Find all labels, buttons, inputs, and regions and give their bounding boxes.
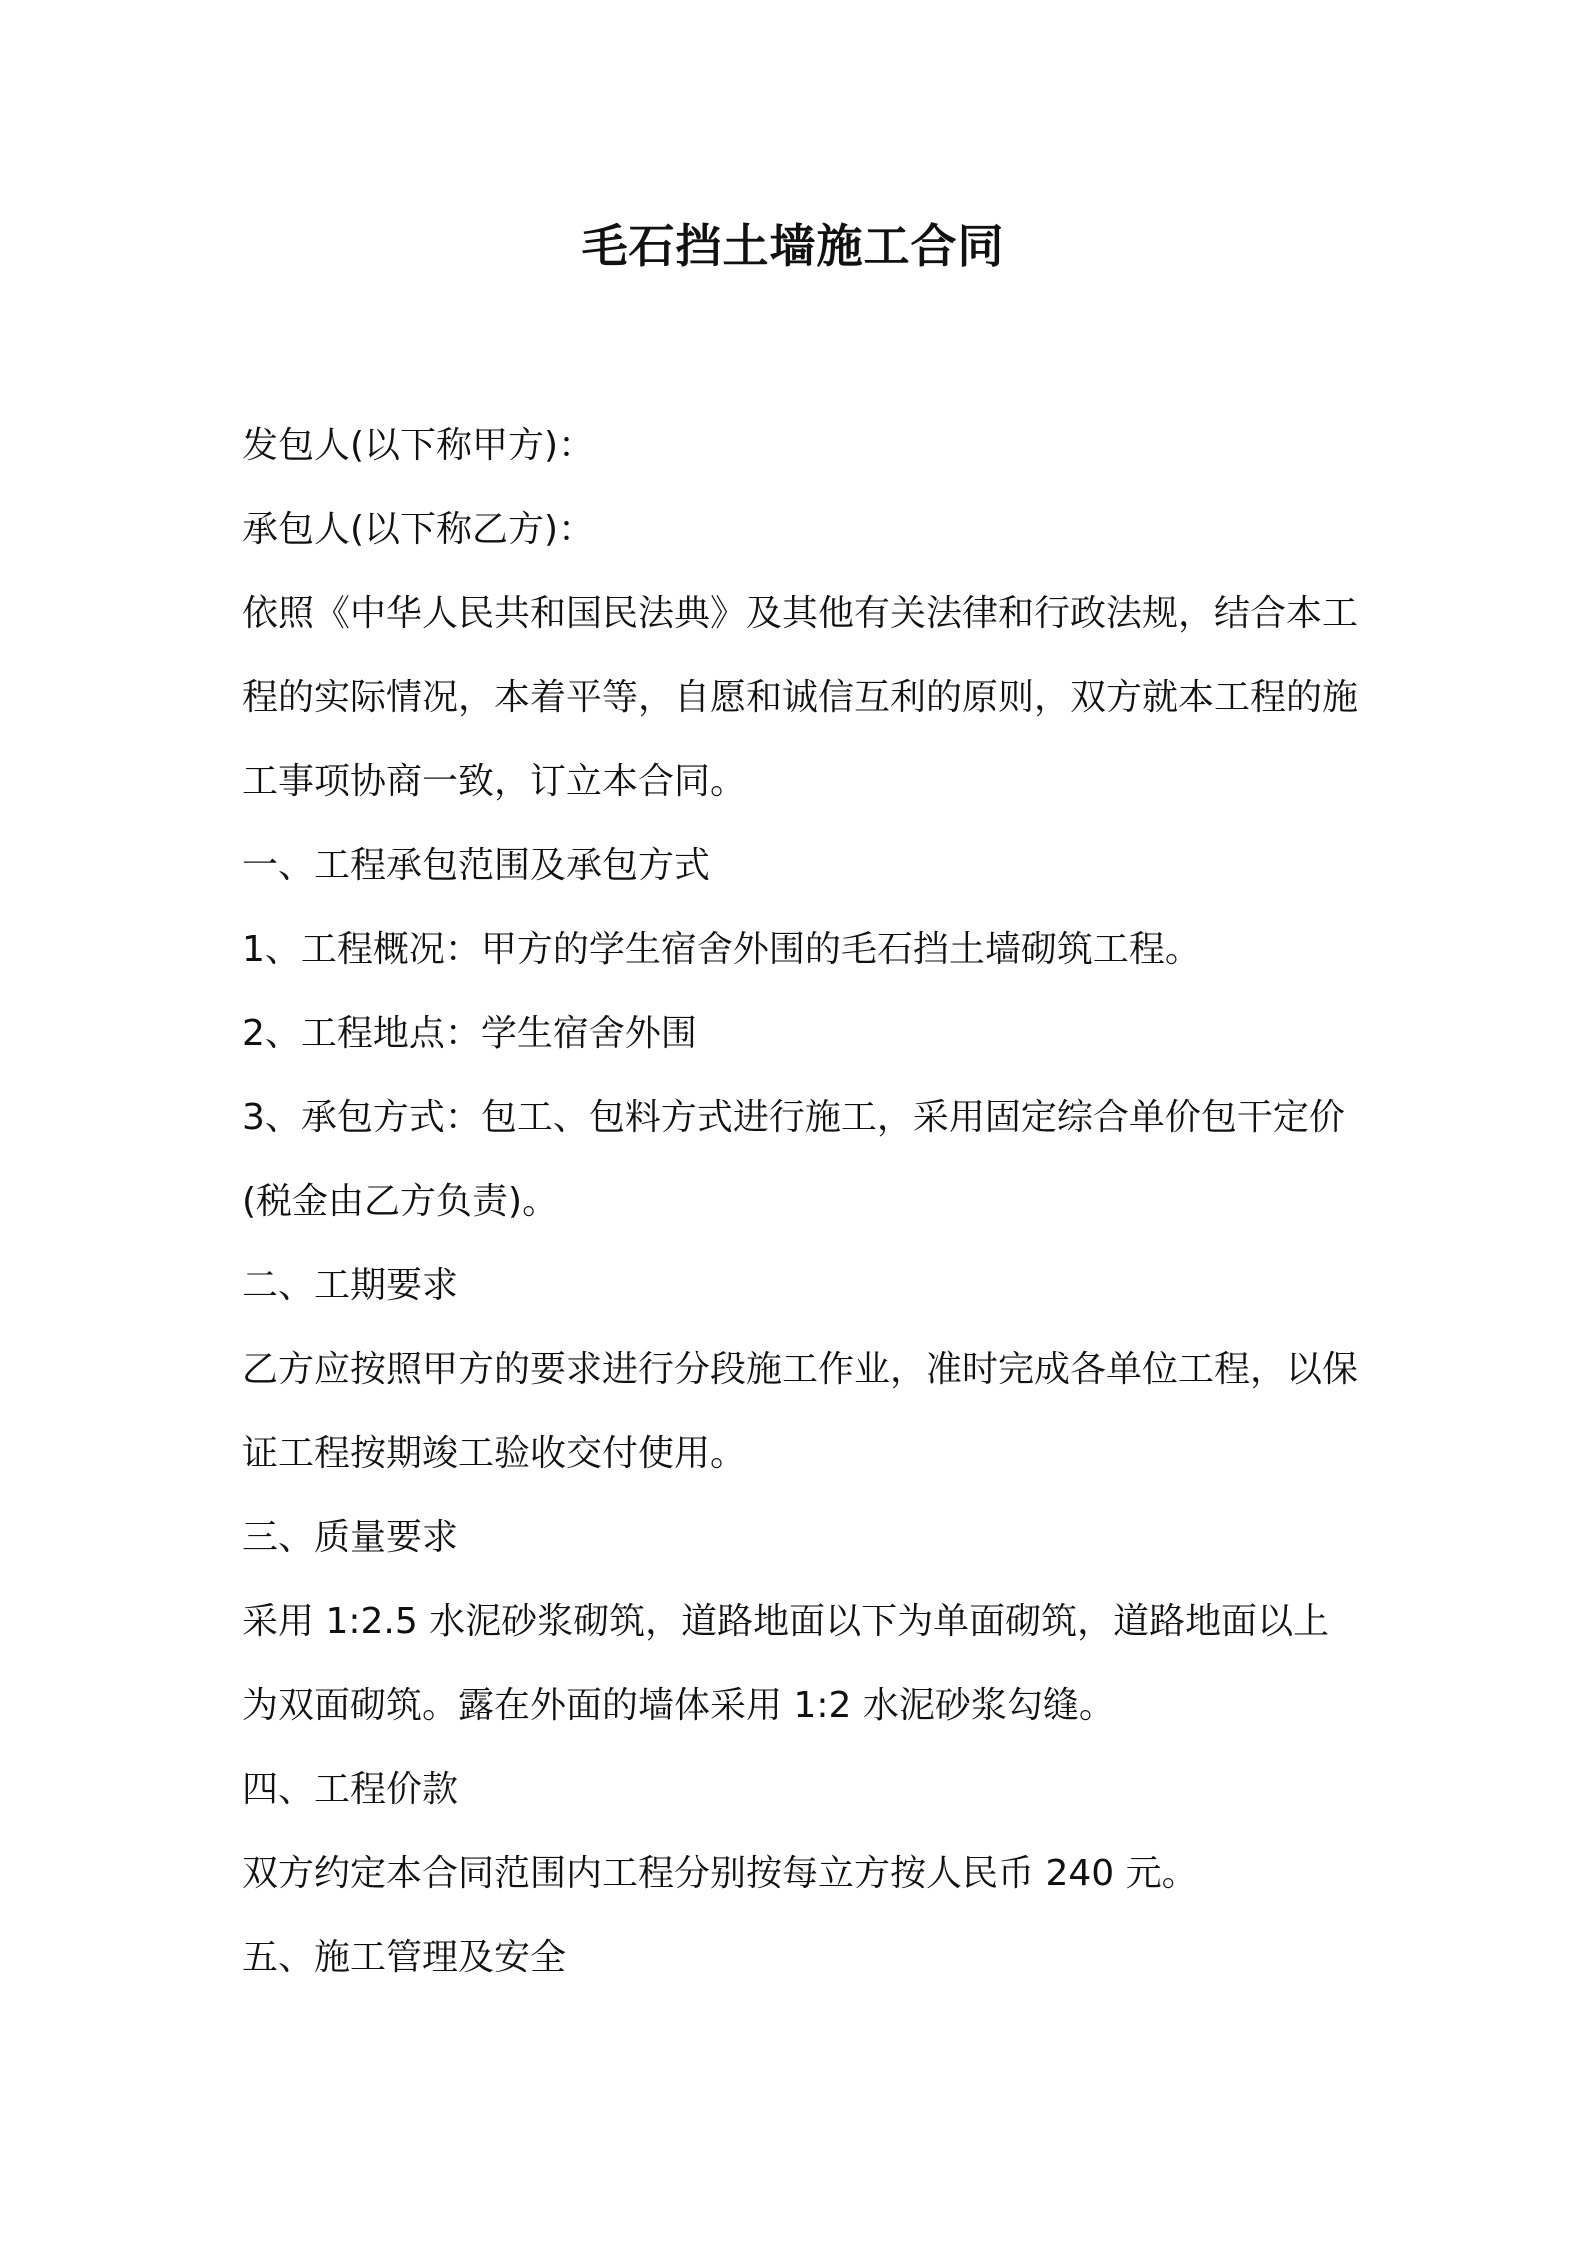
party-b-line: 承包人(以下称乙方)： xyxy=(242,509,595,550)
clause-1-3: 3、承包方式：包工、包料方式进行施工，采用固定综合单价包干定价(税金由乙方负责)。 xyxy=(242,1097,1345,1222)
clause-1-2: 2、工程地点：学生宿舍外围 xyxy=(242,1013,697,1054)
party-a-line: 发包人(以下称甲方)： xyxy=(242,425,595,466)
preamble-paragraph: 依照《中华人民共和国民法典》及其他有关法律和行政法规，结合本工程的实际情况，本着平等，自愿和诚信互利的原则，双方就本工程的施工事项协商一致，订立本合同。 xyxy=(242,593,1359,802)
clause-3: 采用 1:2.5 水泥砂浆砌筑，道路地面以下为单面砌筑，道路地面以上为双面砌筑。露在外面的墙体采用 1:2 水泥砂浆勾缝。 xyxy=(242,1601,1330,1726)
section-heading-2: 二、工期要求 xyxy=(242,1265,459,1306)
clause-2: 乙方应按照甲方的要求进行分段施工作业，准时完成各单位工程，以保证工程按期竣工验收交付使用。 xyxy=(242,1349,1359,1474)
document-title: 毛石挡土墙施工合同 xyxy=(581,219,1005,273)
clause-1-1: 1、工程概况：甲方的学生宿舍外围的毛石挡土墙砌筑工程。 xyxy=(242,929,1201,970)
section-heading-1: 一、工程承包范围及承包方式 xyxy=(242,845,711,886)
section-heading-3: 三、质量要求 xyxy=(242,1517,459,1558)
document-body xyxy=(242,404,1362,2000)
section-heading-5: 五、施工管理及安全 xyxy=(242,1937,567,1978)
section-heading-4: 四、工程价款 xyxy=(242,1769,459,1810)
clause-4: 双方约定本合同范围内工程分别按每立方按人民币 240 元。 xyxy=(242,1853,1198,1894)
